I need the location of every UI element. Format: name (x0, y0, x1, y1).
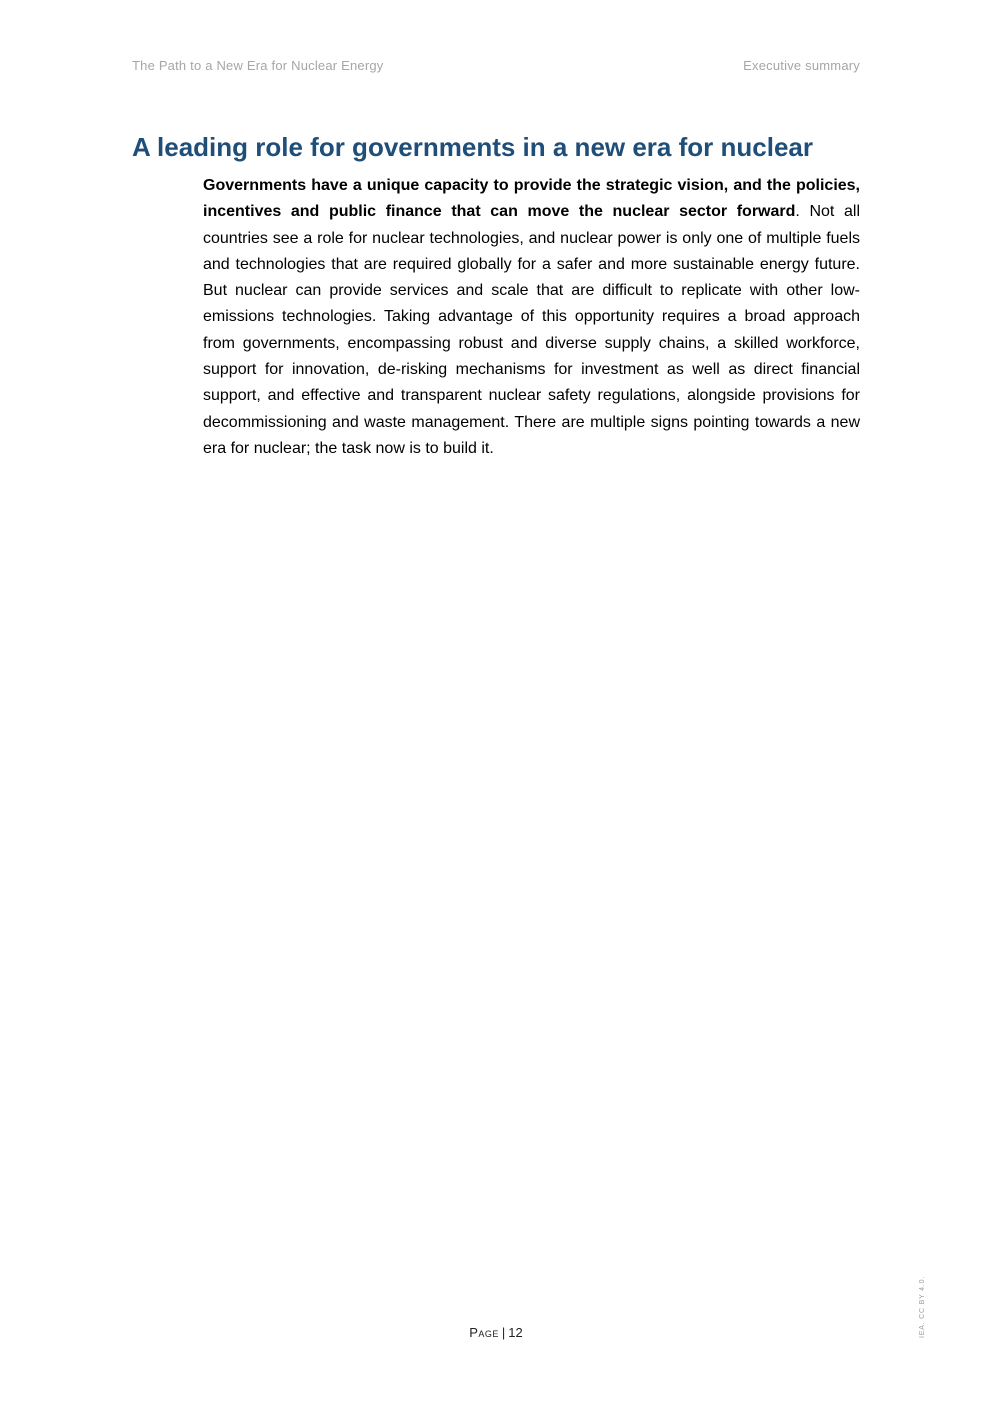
section-name: Executive summary (743, 58, 860, 73)
body-paragraph (203, 173, 860, 462)
lead-sentence: Governments have a unique capacity to provide the strategic vision, and the policies, incentives and public finance that can move the nuclear sector forward (203, 177, 860, 221)
license-notice: IEA. CC BY 4.0. (919, 1275, 926, 1338)
section-title: A leading role for governments in a new era for nuclear (132, 132, 813, 162)
page-separator: | (501, 1325, 506, 1340)
running-header (132, 58, 860, 76)
page-number: 12 (508, 1325, 523, 1340)
page-label: Page (469, 1325, 499, 1340)
page-footer (0, 1325, 992, 1340)
paragraph-body: . Not all countries see a role for nuclear technologies, and nuclear power is only one of multiple fuels and technologies that are required globally for a safer and more sustainable energy future. But nuclear can provide services and scale that are difficult to replicate with other low-emissions technologies. Taking advantage of this opportunity requires a broad approach from governments, encompassing robust and diverse supply chains, a skilled workforce, support for innovation, de-risking mechanisms for investment as well as direct financial support, and effective and transparent nuclear safety regulations, alongside provisions for decommissioning and waste management. There are multiple signs pointing towards a new era for nuclear; the task now is to build it. (203, 203, 860, 457)
report-title: The Path to a New Era for Nuclear Energy (132, 58, 384, 73)
